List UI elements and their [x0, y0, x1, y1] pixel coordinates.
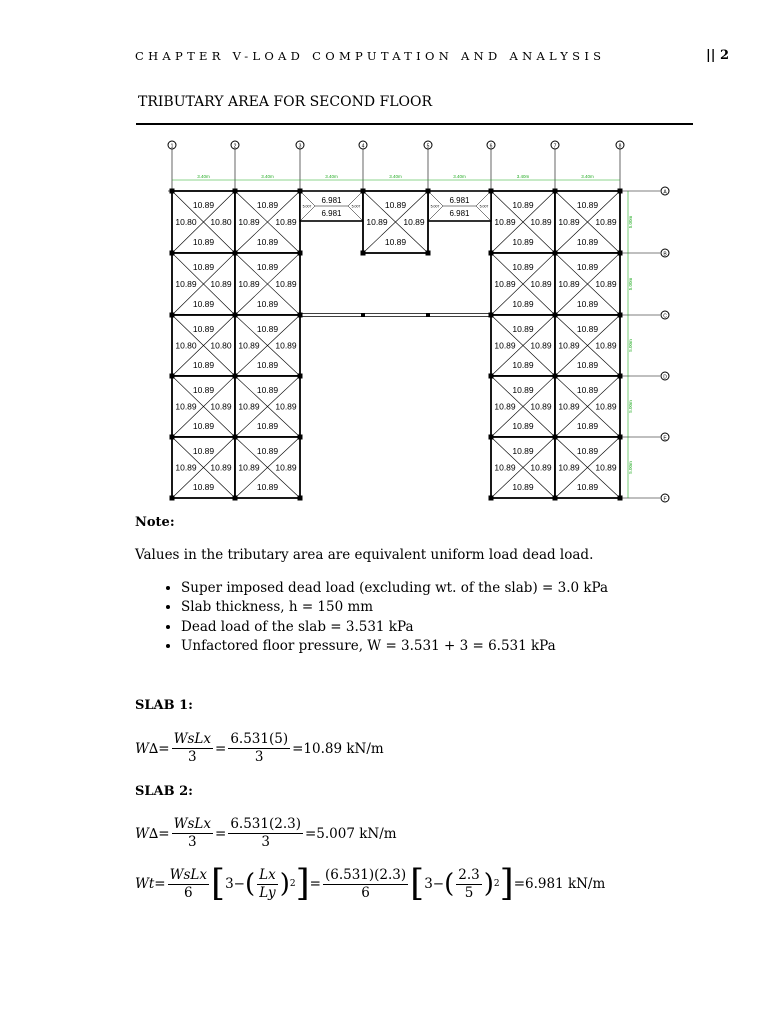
constant: 3− — [225, 876, 245, 892]
slab-load-bottom: 10.89 — [512, 482, 534, 492]
list-item: • Super imposed dead load (excluding wt. of the slab) = 3.0 kPa — [181, 579, 608, 598]
column-marker — [233, 435, 238, 440]
slab-load-left: 10.89 — [494, 462, 516, 473]
slab-load-left: 10.89 — [175, 401, 197, 412]
slab-load-bottom: 10.89 — [512, 237, 534, 247]
slab-load-right: 10.89 — [403, 217, 425, 227]
slab-load-bottom: 10.89 — [256, 360, 279, 370]
slab-load-right: 10.89 — [210, 279, 232, 289]
column-marker — [361, 251, 366, 256]
fraction — [228, 817, 303, 850]
exponent: 2 — [289, 879, 296, 889]
eq-lhs: W∆= — [135, 825, 170, 842]
slab-load-bottom: 10.89 — [192, 299, 215, 309]
slab-load-right: 10.89 — [530, 401, 552, 412]
slab-load-left: 10.89 — [175, 462, 197, 473]
span-dimension-label: 5.00m — [628, 215, 633, 229]
note-heading: Note: — [135, 515, 175, 530]
slab-load-right: 10.89 — [275, 401, 297, 412]
slab-load-top: 10.89 — [384, 200, 407, 210]
slab-load-bottom: 10.89 — [576, 237, 599, 247]
column-marker — [170, 374, 175, 379]
slab-load-top: 10.89 — [576, 446, 599, 456]
grid-bubble-label: 2 — [233, 143, 237, 150]
column-marker — [170, 435, 175, 440]
grid-bubble-label: A — [663, 189, 667, 196]
slab-load-top: 10.89 — [192, 262, 215, 272]
column-marker — [233, 313, 238, 318]
strip-load-side: 5.007 — [479, 204, 489, 209]
slab-load-top: 10.89 — [192, 446, 215, 456]
fraction — [257, 868, 278, 901]
strip-load-side: 5.007 — [351, 204, 361, 209]
fraction — [228, 732, 290, 765]
column-marker — [298, 496, 303, 501]
slab-load-left: 10.89 — [494, 340, 516, 351]
slab-load-top: 10.89 — [192, 324, 215, 334]
column-marker — [618, 251, 623, 256]
denominator: Ly — [259, 884, 276, 901]
span-dimension-label: 5.00m — [628, 277, 633, 291]
fraction — [323, 868, 408, 901]
column-marker — [553, 313, 558, 318]
slab-load-left: 10.80 — [175, 217, 197, 227]
denominator: 5 — [464, 884, 474, 901]
list-item: • Unfactored floor pressure, W = 3.531 + 3 = 6.531 kPa — [181, 637, 608, 656]
numerator: WsLx — [173, 816, 212, 832]
column-marker — [233, 374, 238, 379]
slab-load-left: 10.89 — [238, 462, 260, 473]
span-dimension-label: 3.40m — [453, 174, 466, 179]
eq-result: =5.007 kN/m — [304, 825, 397, 842]
exponent: 2 — [493, 879, 500, 889]
slab-load-right: 10.89 — [595, 217, 617, 227]
page-number: || 2 — [706, 48, 730, 63]
column-marker — [298, 189, 303, 194]
slab-load-bottom: 10.89 — [576, 360, 599, 370]
slab-load-left: 10.89 — [175, 279, 197, 289]
numerator: 6.531(2.3) — [230, 816, 301, 832]
slab-load-top: 10.89 — [512, 262, 534, 272]
span-dimension-label: 3.40m — [581, 174, 594, 179]
slab-load-right: 10.89 — [595, 340, 617, 351]
slab-load-top: 10.89 — [256, 324, 279, 334]
span-dimension-label: 3.40m — [516, 174, 530, 179]
column-marker — [170, 313, 175, 318]
strip-load-side: 5.007 — [430, 204, 440, 209]
slab-load-right: 10.80 — [210, 217, 232, 227]
constant: 3− — [424, 876, 445, 892]
slab-load-bottom: 10.89 — [384, 237, 407, 247]
slab-load-right: 10.89 — [275, 340, 297, 351]
denominator: 6 — [361, 884, 370, 901]
slab-load-left: 10.89 — [366, 217, 388, 227]
slab-load-top: 10.89 — [512, 324, 534, 334]
slab-load-bottom: 10.89 — [576, 299, 599, 309]
column-marker — [298, 251, 303, 256]
chapter-header: CHAPTER V-LOAD COMPUTATION AND ANALYSIS — [135, 49, 606, 63]
slab-load-bottom: 10.89 — [256, 421, 279, 431]
column-marker — [426, 313, 430, 317]
slab-load-right: 10.89 — [275, 279, 297, 289]
column-marker — [553, 189, 558, 194]
slab-load-top: 10.89 — [192, 385, 215, 395]
slab1-equation: W∆= $\frac{\text{WsLx}}{3}$ = $\frac{6.531(5)}{3}$ =10.89 kN/m — [135, 731, 384, 765]
slab2-equation: W∆= $\frac{\text{WsLx}}{3}$ = $\frac{6.531(2.3)}{3}$ =5.007 kN/m — [135, 816, 397, 850]
numerator: (6.531)(2.3) — [324, 866, 407, 883]
grid-bubble-label: 3 — [298, 143, 302, 150]
grid-bubble-label: E — [663, 435, 667, 442]
column-marker — [553, 374, 558, 379]
grid-bubble-label: 6 — [489, 143, 493, 150]
slab-load-bottom: 10.89 — [256, 482, 279, 492]
column-marker — [298, 435, 303, 440]
note-text: Values in the tributary area are equivalent uniform load dead load. — [135, 547, 594, 563]
slab-load-right: 10.89 — [595, 279, 617, 289]
denominator: 6 — [184, 884, 193, 901]
numerator: WsLx — [169, 866, 208, 883]
slab-load-right: 10.89 — [275, 217, 297, 227]
column-marker — [361, 189, 366, 194]
slab-load-left: 10.89 — [494, 401, 516, 412]
span-dimension-label: 5.00m — [628, 400, 633, 413]
column-marker — [233, 189, 238, 194]
column-marker — [170, 251, 175, 256]
column-marker — [361, 313, 365, 317]
strip-load-top: 6.981 — [321, 196, 342, 205]
grid-bubble-label: 4 — [361, 143, 365, 150]
list-item: • Dead load of the slab = 3.531 kPa — [181, 618, 608, 637]
slab-load-bottom: 10.89 — [192, 482, 215, 492]
column-marker — [553, 435, 558, 440]
slab-load-left: 10.89 — [558, 340, 580, 351]
strip-load-bottom: 6.981 — [449, 209, 470, 218]
numerator: WsLx — [173, 731, 212, 747]
grid-bubble-label: F — [663, 496, 667, 503]
column-marker — [489, 313, 494, 318]
slab-load-top: 10.89 — [576, 324, 599, 334]
slab-load-left: 10.89 — [558, 462, 580, 473]
slab-load-top: 10.89 — [256, 385, 279, 395]
eq-lhs: W∆= — [135, 740, 170, 757]
eq-result: =10.89 kN/m — [292, 740, 384, 757]
slab-load-left: 10.80 — [175, 340, 197, 351]
span-dimension-label: 5.00m — [628, 461, 633, 474]
span-dimension-label: 3.40m — [261, 174, 274, 179]
slab-load-top: 10.89 — [576, 385, 599, 395]
slab-load-bottom: 10.89 — [512, 360, 534, 370]
numerator: 6.531(5) — [230, 731, 289, 747]
slab-load-top: 10.89 — [256, 262, 279, 272]
grid-bubble-label: 8 — [618, 143, 622, 150]
numerator: Lx — [259, 866, 276, 883]
grid-bubble-label: 1 — [170, 143, 174, 150]
slab1-title: SLAB 1: — [135, 698, 193, 713]
slab-load-right: 10.80 — [210, 340, 232, 351]
list-item: • Slab thickness, h = 150 mm — [181, 598, 608, 617]
grid-bubble-label: C — [663, 313, 667, 320]
column-marker — [298, 313, 303, 318]
grid-bubble-label: B — [663, 251, 667, 258]
slab-load-left: 10.89 — [558, 401, 580, 412]
tributary-area-floor-plan — [160, 136, 680, 508]
slab2-wt-equation: Wt= $\frac{\text{WsLx}}{6}$ [ 3− ( $\frac{Lx}{Ly}$ ) 2 ] = $\frac{(6.531)(2.3)}{6}$ [ 3− ( $\frac{2.3}{5}$ ) 2 ] =6.981 kN/m — [135, 863, 606, 904]
column-marker — [553, 496, 558, 501]
slab-load-bottom: 10.89 — [576, 482, 599, 492]
slab-load-bottom: 10.89 — [512, 421, 534, 431]
slab-load-top: 10.89 — [192, 200, 215, 210]
slab-load-left: 10.89 — [558, 279, 580, 289]
slab-load-bottom: 10.89 — [192, 360, 215, 370]
span-dimension-label: 3.40m — [197, 174, 210, 179]
column-marker — [489, 189, 494, 194]
slab-load-left: 10.89 — [238, 217, 260, 227]
strip-load-bottom: 6.981 — [321, 209, 342, 218]
assumption-list — [135, 579, 608, 656]
column-marker — [298, 374, 303, 379]
slab-load-left: 10.89 — [238, 401, 260, 412]
eq-result: =6.981 kN/m — [513, 876, 606, 892]
column-marker — [489, 251, 494, 256]
slab-load-right: 10.89 — [210, 462, 232, 473]
section-title: TRIBUTARY AREA FOR SECOND FLOOR — [138, 94, 433, 110]
denominator: 3 — [188, 834, 197, 850]
grid-bubble-label: 5 — [426, 143, 430, 150]
numerator: 2.3 — [458, 866, 480, 883]
column-marker — [618, 435, 623, 440]
slab-load-bottom: 10.89 — [192, 237, 215, 247]
column-marker — [489, 374, 494, 379]
slab-load-top: 10.89 — [512, 385, 534, 395]
span-dimension-label: 3.40m — [325, 174, 338, 179]
slab-load-right: 10.89 — [530, 279, 552, 289]
slab-load-left: 10.89 — [238, 340, 260, 351]
fraction — [456, 868, 481, 901]
strip-load-side: 5.007 — [302, 204, 312, 209]
slab-load-top: 10.89 — [576, 200, 599, 210]
slab-load-right: 10.89 — [530, 217, 552, 227]
column-marker — [170, 496, 175, 501]
slab-load-bottom: 10.89 — [256, 237, 279, 247]
column-marker — [618, 313, 623, 318]
slab-load-left: 10.89 — [494, 279, 516, 289]
slab-load-top: 10.89 — [576, 262, 599, 272]
grid-bubble-label: D — [663, 374, 667, 381]
fraction — [172, 817, 213, 850]
slab-load-right: 10.89 — [275, 462, 297, 473]
slab-load-top: 10.89 — [512, 446, 534, 456]
denominator: 3 — [261, 834, 270, 850]
slab-load-bottom: 10.89 — [512, 299, 534, 309]
column-marker — [618, 496, 623, 501]
denominator: 3 — [254, 749, 264, 765]
grid-bubble-label: 7 — [553, 143, 557, 150]
slab2-title: SLAB 2: — [135, 784, 193, 799]
strip-load-top: 6.981 — [449, 196, 470, 205]
eq-lhs: Wt= — [135, 876, 166, 892]
column-marker — [233, 251, 238, 256]
slab-load-right: 10.89 — [595, 401, 617, 412]
slab-load-right: 10.89 — [530, 340, 552, 351]
fraction — [168, 868, 209, 901]
slab-load-left: 10.89 — [238, 279, 260, 289]
span-dimension-label: 5.00m — [628, 339, 633, 352]
fraction — [172, 732, 213, 765]
column-marker — [618, 189, 623, 194]
slab-load-top: 10.89 — [256, 200, 279, 210]
slab-load-top: 10.89 — [512, 200, 534, 210]
column-marker — [553, 251, 558, 256]
column-marker — [489, 496, 494, 501]
column-marker — [489, 435, 494, 440]
denominator: 3 — [188, 749, 197, 765]
slab-load-bottom: 10.89 — [256, 299, 279, 309]
slab-load-left: 10.89 — [558, 217, 580, 227]
column-marker — [233, 496, 238, 501]
slab-load-right: 10.89 — [210, 401, 232, 412]
column-marker — [426, 251, 431, 256]
title-underline — [136, 123, 693, 125]
slab-load-bottom: 10.89 — [192, 421, 215, 431]
column-marker — [618, 374, 623, 379]
slab-load-left: 10.89 — [494, 217, 516, 227]
column-marker — [426, 189, 431, 194]
slab-load-bottom: 10.89 — [576, 421, 599, 431]
span-dimension-label: 3.40m — [389, 174, 402, 179]
slab-load-right: 10.89 — [530, 462, 552, 473]
slab-load-top: 10.89 — [256, 446, 279, 456]
slab-load-right: 10.89 — [595, 462, 617, 473]
